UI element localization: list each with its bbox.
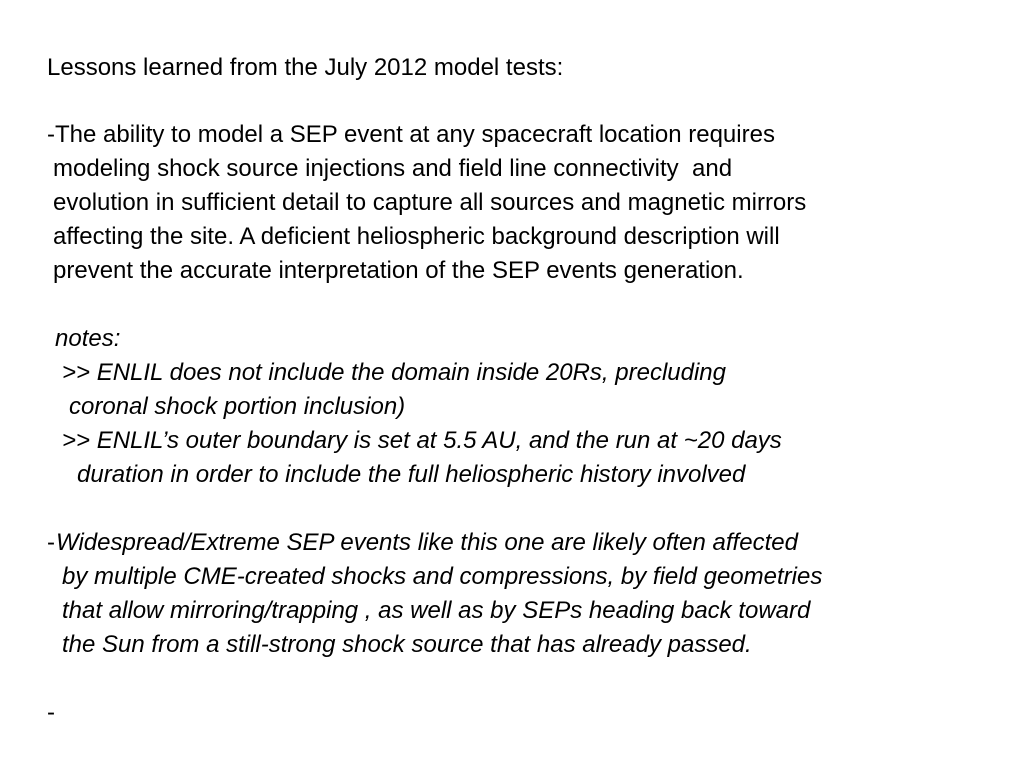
notes-line-2: coronal shock portion inclusion) <box>69 393 406 420</box>
point1-line-4: affecting the site. A deficient heliospheric background description will <box>53 223 780 250</box>
point2-dash: - <box>47 529 55 556</box>
point1-line-2: modeling shock source injections and field line connectivity and <box>53 155 733 182</box>
slide-heading: Lessons learned from the July 2012 model tests: <box>47 54 564 81</box>
notes-line-4: duration in order to include the full heliospheric history involved <box>77 461 746 488</box>
point2-line-3: that allow mirroring/trapping , as well as by SEPs heading back toward <box>62 597 811 624</box>
notes-line-3: >> ENLIL’s outer boundary is set at 5.5 AU, and the run at ~20 days <box>62 427 782 454</box>
point2-line-4: the Sun from a still-strong shock source that has already passed. <box>62 631 752 658</box>
notes-label: notes: <box>55 325 121 352</box>
point1-line-1: -The ability to model a SEP event at any spacecraft location requires <box>47 121 775 148</box>
notes-line-1: >> ENLIL does not include the domain inside 20Rs, precluding <box>62 359 726 386</box>
point3-dash: - <box>47 699 55 726</box>
point1-line-3: evolution in sufficient detail to capture all sources and magnetic mirrors <box>53 189 807 216</box>
point2-line-2: by multiple CME-created shocks and compressions, by field geometries <box>62 563 823 590</box>
point2-line-1: Widespread/Extreme SEP events like this one are likely often affected <box>56 529 798 556</box>
point1-line-5: prevent the accurate interpretation of the SEP events generation. <box>53 257 744 284</box>
